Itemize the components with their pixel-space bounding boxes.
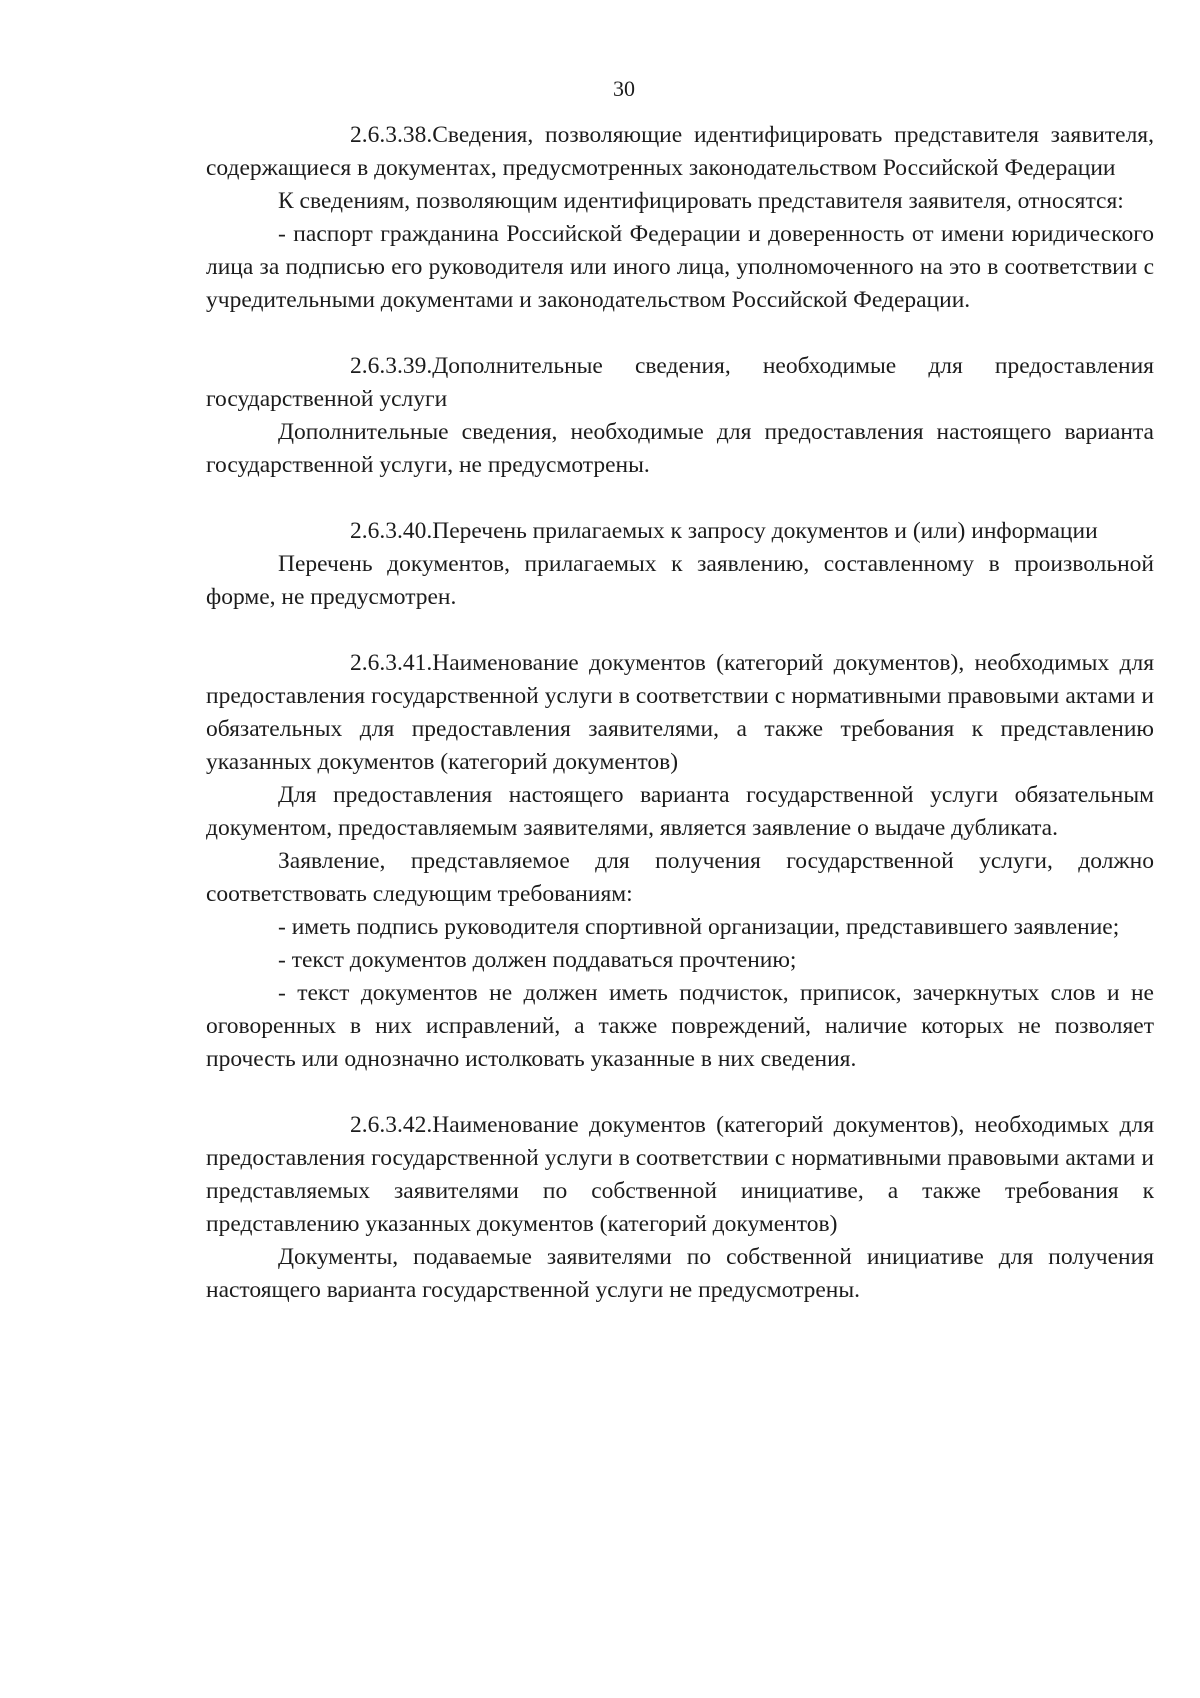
paragraph: - текст документов должен поддаваться прочтению; <box>278 947 797 973</box>
section-heading-text: Сведения, позволяющие идентифицировать представителя заявителя, содержащиеся в документах, предусмотренных законодательством Российской Федерации <box>206 122 1154 181</box>
section-heading-text: Дополнительные сведения, необходимые для предоставления государственной услуги <box>206 353 1154 412</box>
paragraph: К сведениям, позволяющим идентифицировать представителя заявителя, относятся: <box>278 188 1124 214</box>
paragraph: Дополнительные сведения, необходимые для предоставления настоящего варианта государственной услуги, не предусмотрены. <box>206 419 1154 478</box>
section-heading <box>206 515 1154 548</box>
section-heading <box>206 119 1154 185</box>
section-heading <box>206 350 1154 416</box>
section-2-6-3-41 <box>206 647 1154 1076</box>
section-heading <box>206 647 1154 779</box>
section-heading <box>206 1109 1154 1241</box>
section-heading-text: Наименование документов (категорий документов), необходимых для предоставления государственной услуги в соответствии с нормативными правовыми актами и представляемых заявителями по собственной инициативе, а также требования к представлению указанных документов (категорий документов) <box>206 1112 1154 1237</box>
paragraph: Перечень документов, прилагаемых к заявлению, составленному в произвольной форме, не предусмотрен. <box>206 551 1154 610</box>
section-heading-text: Наименование документов (категорий документов), необходимых для предоставления государственной услуги в соответствии с нормативными правовыми актами и обязательных для предоставления заявителями, а также требования к представлению указанных документов (категорий документов) <box>206 650 1154 775</box>
paragraph: Для предоставления настоящего варианта государственной услуги обязательным документом, предоставляемым заявителями, является заявление о выдаче дубликата. <box>206 782 1154 841</box>
section-number: 2.6.3.39. <box>350 353 433 379</box>
section-number: 2.6.3.42. <box>350 1112 433 1138</box>
section-2-6-3-42 <box>206 1109 1154 1307</box>
paragraph: Документы, подаваемые заявителями по собственной инициативе для получения настоящего варианта государственной услуги не предусмотрены. <box>206 1244 1154 1303</box>
section-number: 2.6.3.38. <box>350 122 433 148</box>
paragraph: - текст документов не должен иметь подчисток, приписок, зачеркнутых слов и не оговоренных в них исправлений, а также повреждений, наличие которых не позволяет прочесть или однозначно истолковать указанные в них сведения. <box>206 980 1154 1072</box>
paragraph: Заявление, представляемое для получения государственной услуги, должно соответствовать следующим требованиям: <box>206 848 1154 907</box>
paragraph: - паспорт гражданина Российской Федерации и доверенность от имени юридического лица за подписью его руководителя или иного лица, уполномоченного на это в соответствии с учредительными документами и законодательством Российской Федерации. <box>206 221 1154 313</box>
paragraph: - иметь подпись руководителя спортивной организации, представившего заявление; <box>278 914 1120 940</box>
section-number: 2.6.3.41. <box>350 650 433 676</box>
page-content <box>206 119 1154 1307</box>
page-number: 30 <box>613 76 635 101</box>
section-number: 2.6.3.40. <box>350 518 433 544</box>
section-2-6-3-38 <box>206 119 1154 317</box>
section-heading-text: Перечень прилагаемых к запросу документов и (или) информации <box>432 518 1098 544</box>
section-2-6-3-39 <box>206 350 1154 482</box>
section-2-6-3-40 <box>206 515 1154 614</box>
